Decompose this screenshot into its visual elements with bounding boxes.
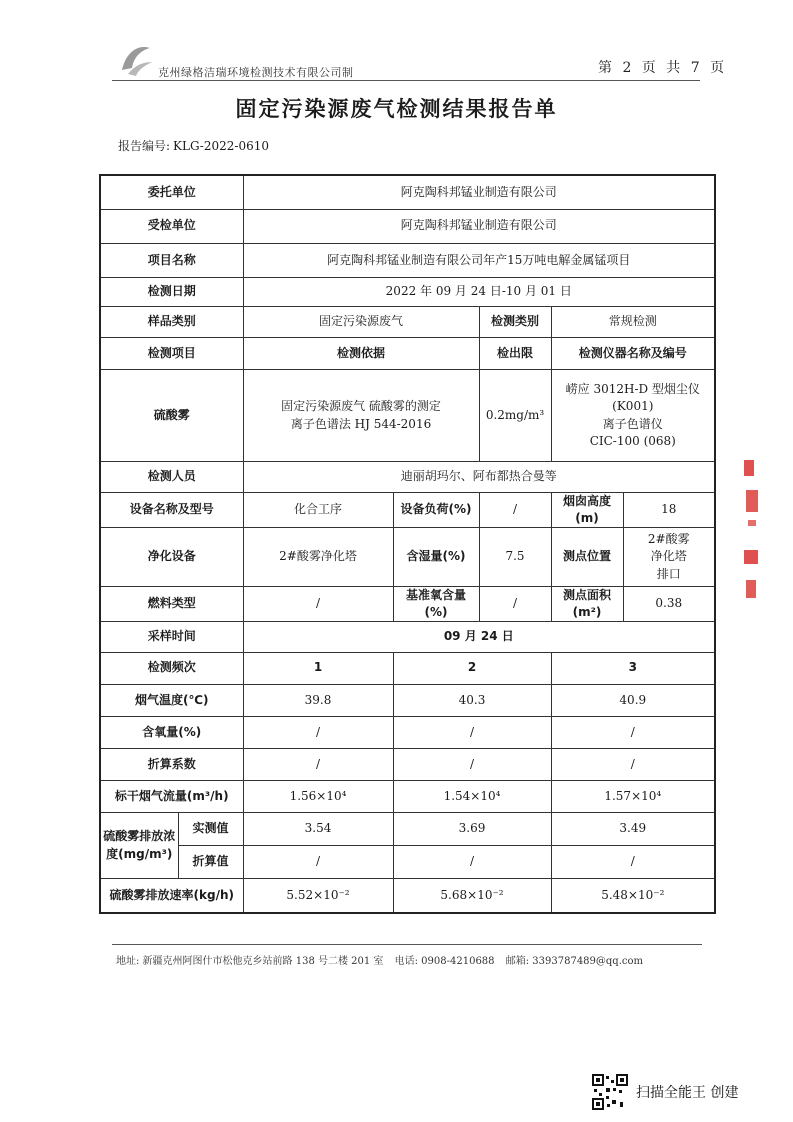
basis-line: 离子色谱法 HJ 544-2016	[290, 416, 432, 431]
table-row	[100, 338, 715, 370]
temp-label: 烟气温度(℃)	[100, 684, 243, 716]
company-name: 克州绿格洁瑞环境检测技术有限公司制	[158, 66, 354, 79]
company-logo	[116, 40, 156, 80]
area-value: 0.38	[623, 586, 715, 622]
basis-label: 检测依据	[243, 338, 479, 370]
item-value: 硫酸雾	[100, 370, 243, 462]
instrument-label: 检测仪器名称及编号	[551, 338, 715, 370]
rate-label: 硫酸雾排放速率(kg/h)	[100, 879, 243, 913]
project-label: 项目名称	[100, 243, 243, 277]
footer	[116, 952, 651, 967]
basis-line: 固定污染源废气 硫酸雾的测定	[281, 399, 441, 414]
table-row	[100, 846, 715, 879]
table-row	[100, 586, 715, 622]
footer-divider	[112, 944, 702, 945]
point-line: 净化塔	[650, 549, 687, 564]
table-row	[100, 243, 715, 277]
point-line: 2#酸雾	[647, 531, 690, 546]
load-label: 设备负荷(%)	[393, 492, 479, 528]
project-value: 阿克陶科邦锰业制造有限公司年产15万吨电解金属锰项目	[243, 243, 715, 277]
fuel-value: /	[243, 586, 393, 622]
table-row	[100, 684, 715, 716]
client-label: 委托单位	[100, 175, 243, 209]
table-row	[100, 716, 715, 748]
factor-value: /	[551, 748, 715, 780]
inspected-label: 受检单位	[100, 209, 243, 243]
category-label: 检测类别	[479, 306, 551, 337]
oxygen-value: /	[551, 716, 715, 748]
instrument-line: CIC-100 (068)	[589, 434, 676, 449]
point-value	[623, 528, 715, 586]
seal-stamp-partial	[742, 460, 766, 610]
instrument-value	[551, 370, 715, 462]
footer-email: 邮箱: 3393787489@qq.com	[505, 956, 643, 967]
flow-label: 标干烟气流量(m³/h)	[100, 780, 243, 812]
basis-value	[243, 370, 479, 462]
converted-value: /	[243, 846, 393, 879]
limit-label: 检出限	[479, 338, 551, 370]
scanner-watermark: 扫描全能王 创建	[636, 1085, 739, 1101]
document-title: 固定污染源废气检测结果报告单	[235, 96, 558, 121]
report-number	[118, 137, 269, 154]
table-row	[100, 175, 715, 209]
ref-oxygen-label: 基准氧含量(%)	[393, 586, 479, 622]
converted-value: /	[551, 846, 715, 879]
stack-height-label: 烟囱高度(m)	[551, 492, 623, 528]
table-row	[100, 209, 715, 243]
table-row	[100, 277, 715, 306]
results-table	[99, 174, 716, 914]
report-number-value: KLG-2022-0610	[173, 139, 269, 153]
ref-oxygen-value: /	[479, 586, 551, 622]
rate-value: 5.68×10⁻²	[393, 879, 551, 913]
equipment-value: 化合工序	[243, 492, 393, 528]
table-row	[100, 528, 715, 586]
temp-value: 40.9	[551, 684, 715, 716]
sampling-time-label: 采样时间	[100, 622, 243, 652]
factor-value: /	[393, 748, 551, 780]
fuel-label: 燃料类型	[100, 586, 243, 622]
temp-value: 39.8	[243, 684, 393, 716]
client-value: 阿克陶科邦锰业制造有限公司	[243, 175, 715, 209]
measured-value: 3.49	[551, 813, 715, 846]
item-label: 检测项目	[100, 338, 243, 370]
header-divider	[112, 80, 700, 81]
footer-phone: 电话: 0908-4210688	[394, 956, 495, 967]
inspected-value: 阿克陶科邦锰业制造有限公司	[243, 209, 715, 243]
point-line: 排口	[656, 566, 681, 581]
freq-value: 2	[393, 652, 551, 684]
table-row	[100, 780, 715, 812]
flow-value: 1.56×10⁴	[243, 780, 393, 812]
rate-value: 5.52×10⁻²	[243, 879, 393, 913]
personnel-value: 迪丽胡玛尔、阿布都热合曼等	[243, 462, 715, 492]
date-label: 检测日期	[100, 277, 243, 306]
date-value: 2022 年 09 月 24 日-10 月 01 日	[243, 277, 715, 306]
limit-value: 0.2mg/m³	[479, 370, 551, 462]
report-number-label: 报告编号:	[118, 139, 171, 153]
sample-type-value: 固定污染源废气	[243, 306, 479, 337]
moisture-label: 含湿量(%)	[393, 528, 479, 586]
table-row	[100, 622, 715, 652]
flow-value: 1.57×10⁴	[551, 780, 715, 812]
instrument-line: 崂应 3012H-D 型烟尘仪	[565, 381, 700, 396]
purifier-value: 2#酸雾净化塔	[243, 528, 393, 586]
freq-value: 3	[551, 652, 715, 684]
page-number: 第 2 页 共 7 页	[598, 60, 728, 76]
personnel-label: 检测人员	[100, 462, 243, 492]
factor-value: /	[243, 748, 393, 780]
measured-value: 3.69	[393, 813, 551, 846]
table-row	[100, 306, 715, 337]
factor-label: 折算系数	[100, 748, 243, 780]
purifier-label: 净化设备	[100, 528, 243, 586]
temp-value: 40.3	[393, 684, 551, 716]
freq-label: 检测频次	[100, 652, 243, 684]
qr-code-icon	[592, 1074, 628, 1110]
sampling-time-value: 09 月 24 日	[243, 622, 715, 652]
instrument-line: (K001)	[612, 399, 654, 414]
conc-label: 硫酸雾排放浓度(mg/m³)	[100, 813, 178, 879]
equipment-label: 设备名称及型号	[100, 492, 243, 528]
table-row	[100, 462, 715, 492]
stack-height-value: 18	[623, 492, 715, 528]
oxygen-value: /	[243, 716, 393, 748]
table-row	[100, 370, 715, 462]
point-label: 测点位置	[551, 528, 623, 586]
category-value: 常规检测	[551, 306, 715, 337]
sample-type-label: 样品类别	[100, 306, 243, 337]
measured-label: 实测值	[178, 813, 243, 846]
oxygen-label: 含氧量(%)	[100, 716, 243, 748]
converted-label: 折算值	[178, 846, 243, 879]
table-row	[100, 879, 715, 913]
table-row	[100, 813, 715, 846]
flow-value: 1.54×10⁴	[393, 780, 551, 812]
table-row	[100, 492, 715, 528]
instrument-line: 离子色谱仪	[602, 416, 663, 431]
area-label: 测点面积(m²)	[551, 586, 623, 622]
freq-value: 1	[243, 652, 393, 684]
rate-value: 5.48×10⁻²	[551, 879, 715, 913]
table-row	[100, 748, 715, 780]
footer-address: 地址: 新疆克州阿图什市松他克乡站前路 138 号二楼 201 室	[116, 956, 384, 967]
moisture-value: 7.5	[479, 528, 551, 586]
oxygen-value: /	[393, 716, 551, 748]
converted-value: /	[393, 846, 551, 879]
table-row	[100, 652, 715, 684]
measured-value: 3.54	[243, 813, 393, 846]
load-value: /	[479, 492, 551, 528]
